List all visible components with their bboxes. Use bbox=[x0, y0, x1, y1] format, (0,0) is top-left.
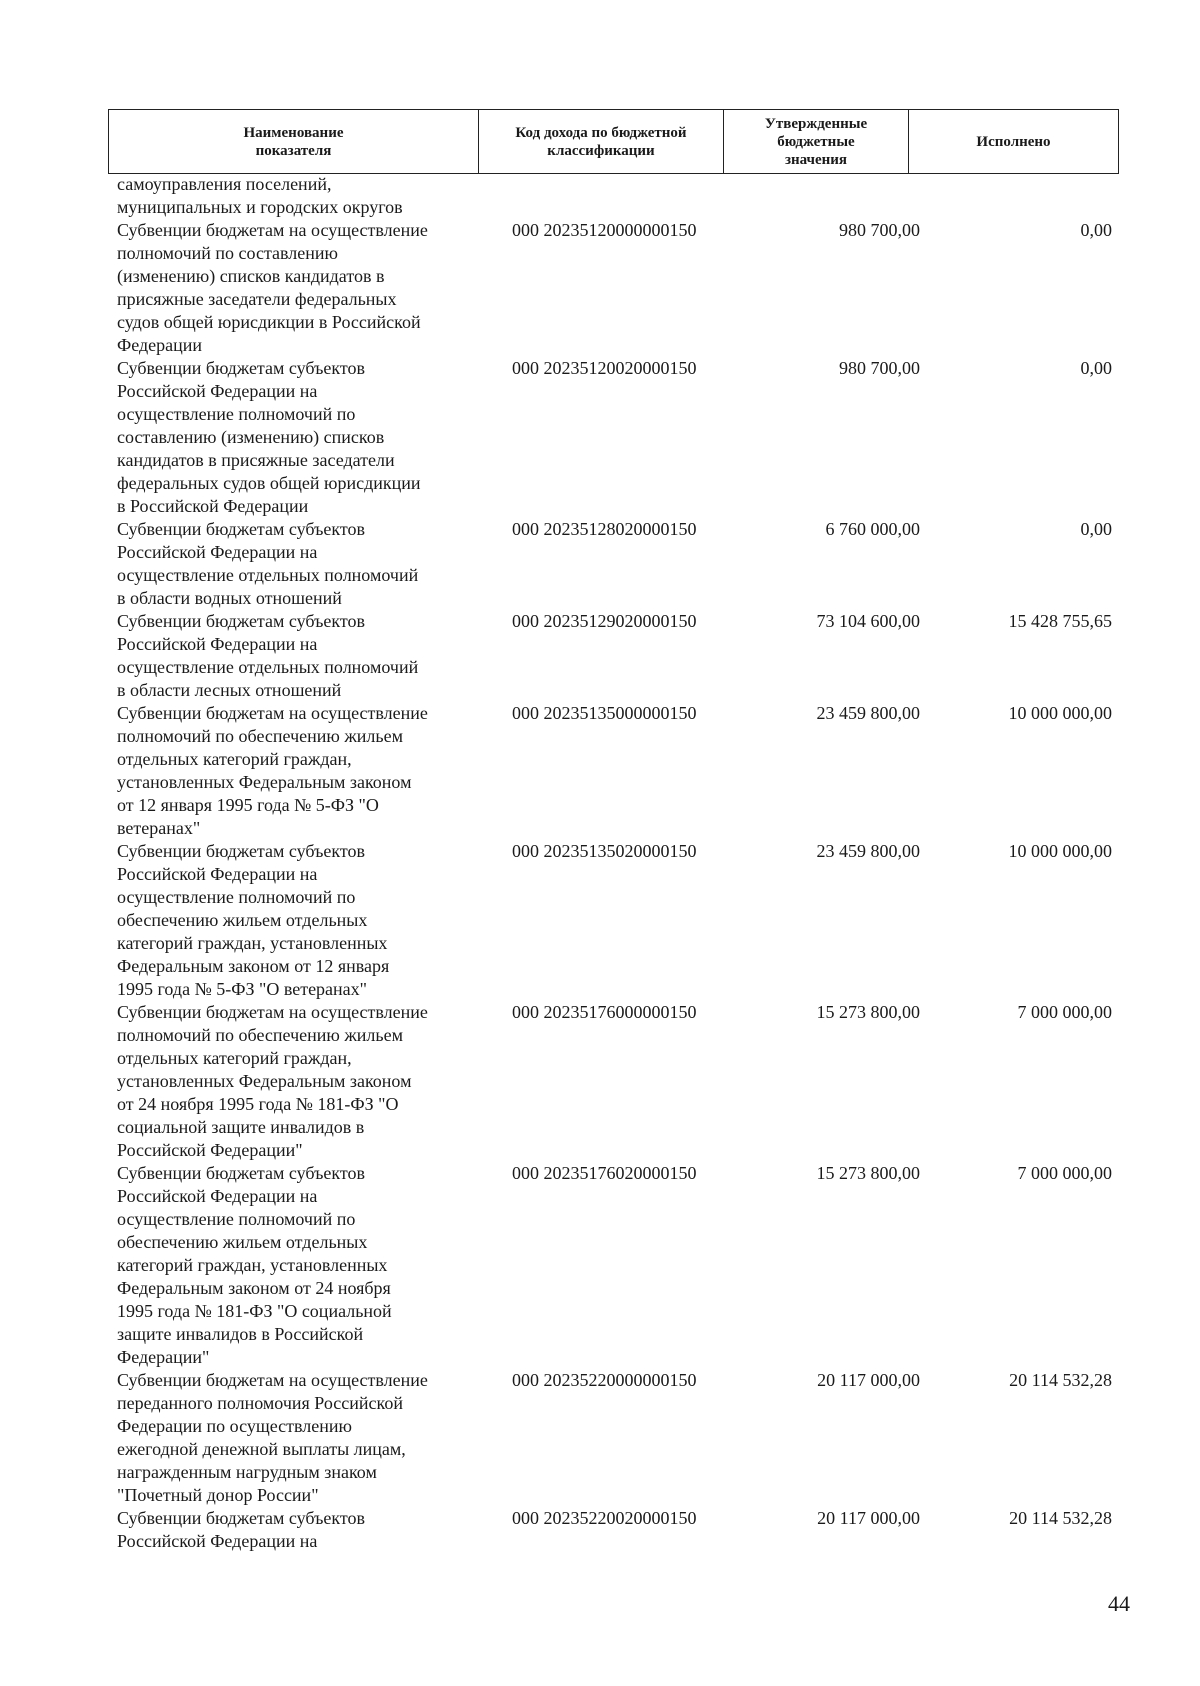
row-executed: 10 000 000,00 bbox=[1008, 841, 1112, 861]
row-executed: 7 000 000,00 bbox=[1017, 1002, 1112, 1022]
row-executed: 20 114 532,28 bbox=[1009, 1508, 1112, 1528]
row-approved: 15 273 800,00 bbox=[816, 1002, 920, 1022]
row-approved: 15 273 800,00 bbox=[816, 1163, 920, 1183]
row-executed: 20 114 532,28 bbox=[1009, 1370, 1112, 1390]
row-executed: 10 000 000,00 bbox=[1008, 703, 1112, 723]
row-code: 000 20235176000000150 bbox=[512, 1002, 697, 1022]
row-name: Субвенции бюджетам субъектов Российской Федерации на осуществление отдельных полномочий в области лесных отношений bbox=[117, 611, 419, 700]
page-number: 44 bbox=[1108, 1591, 1130, 1616]
row-approved: 20 117 000,00 bbox=[817, 1508, 920, 1528]
row-code: 000 20235220020000150 bbox=[512, 1508, 697, 1528]
row-approved: 23 459 800,00 bbox=[816, 841, 920, 861]
row-name: Субвенции бюджетам субъектов Российской Федерации на осуществление отдельных полномочий в области водных отношений bbox=[117, 519, 419, 608]
row-name: Субвенции бюджетам субъектов Российской Федерации на осуществление полномочий по обеспечению жильем отдельных категорий граждан, установленных Федеральным законом от 24 ноября 1995 года № 181-ФЗ "О социальной защите инвалидов в Российской Федерации" bbox=[117, 1163, 392, 1367]
row-approved: 73 104 600,00 bbox=[816, 611, 920, 631]
row-code: 000 20235129020000150 bbox=[512, 611, 697, 631]
row-code: 000 20235176020000150 bbox=[512, 1163, 697, 1183]
row-executed: 15 428 755,65 bbox=[1008, 611, 1112, 631]
header-executed-text: Исполнено bbox=[976, 133, 1051, 150]
row-approved: 980 700,00 bbox=[839, 358, 920, 378]
row-executed: 0,00 bbox=[1080, 220, 1112, 240]
header-income-code-text: Код дохода по бюджетной классификации bbox=[515, 124, 687, 159]
row-code: 000 20235128020000150 bbox=[512, 519, 697, 539]
row-code: 000 20235120020000150 bbox=[512, 358, 697, 378]
header-approved-values-text: Утвержденные бюджетные значения bbox=[764, 115, 868, 168]
row-name: самоуправления поселений, муниципальных и городских округов bbox=[117, 174, 403, 217]
row-approved: 23 459 800,00 bbox=[816, 703, 920, 723]
row-executed: 0,00 bbox=[1080, 519, 1112, 539]
row-executed: 0,00 bbox=[1080, 358, 1112, 378]
row-name: Субвенции бюджетам на осуществление полномочий по обеспечению жильем отдельных категорий граждан, установленных Федеральным законом от 12 января 1995 года № 5-ФЗ "О ветеранах" bbox=[117, 703, 428, 838]
row-name: Субвенции бюджетам субъектов Российской Федерации на осуществление полномочий по обеспечению жильем отдельных категорий граждан, установленных Федеральным законом от 12 января 1995 года № 5-ФЗ "О ветеранах" bbox=[117, 841, 390, 999]
row-code: 000 20235135020000150 bbox=[512, 841, 697, 861]
row-code: 000 20235135000000150 bbox=[512, 703, 697, 723]
row-name: Субвенции бюджетам на осуществление полномочий по составлению (изменению) списков кандидатов в присяжные заседатели федеральных судов общей юрисдикции в Российской Федерации bbox=[117, 220, 428, 355]
row-approved: 6 760 000,00 bbox=[825, 519, 920, 539]
row-approved: 980 700,00 bbox=[839, 220, 920, 240]
row-code: 000 20235220000000150 bbox=[512, 1370, 697, 1390]
row-name: Субвенции бюджетам субъектов Российской Федерации на bbox=[117, 1508, 366, 1551]
row-name: Субвенции бюджетам на осуществление переданного полномочия Российской Федерации по осуществлению ежегодной денежной выплаты лицам, награжденным нагрудным знаком "Почетный донор России" bbox=[117, 1370, 428, 1505]
row-name: Субвенции бюджетам на осуществление полномочий по обеспечению жильем отдельных категорий граждан, установленных Федеральным законом от 24 ноября 1995 года № 181-ФЗ "О социальной защите инвалидов в Российской Федерации" bbox=[117, 1002, 428, 1160]
header-indicator-name-text: Наименование показателя bbox=[243, 124, 344, 159]
row-code: 000 20235120000000150 bbox=[512, 220, 697, 240]
row-approved: 20 117 000,00 bbox=[817, 1370, 920, 1390]
row-executed: 7 000 000,00 bbox=[1017, 1163, 1112, 1183]
row-name: Субвенции бюджетам субъектов Российской Федерации на осуществление полномочий по составлению (изменению) списков кандидатов в присяжные заседатели федеральных судов общей юрисдикции в Российской Федерации bbox=[117, 358, 421, 516]
